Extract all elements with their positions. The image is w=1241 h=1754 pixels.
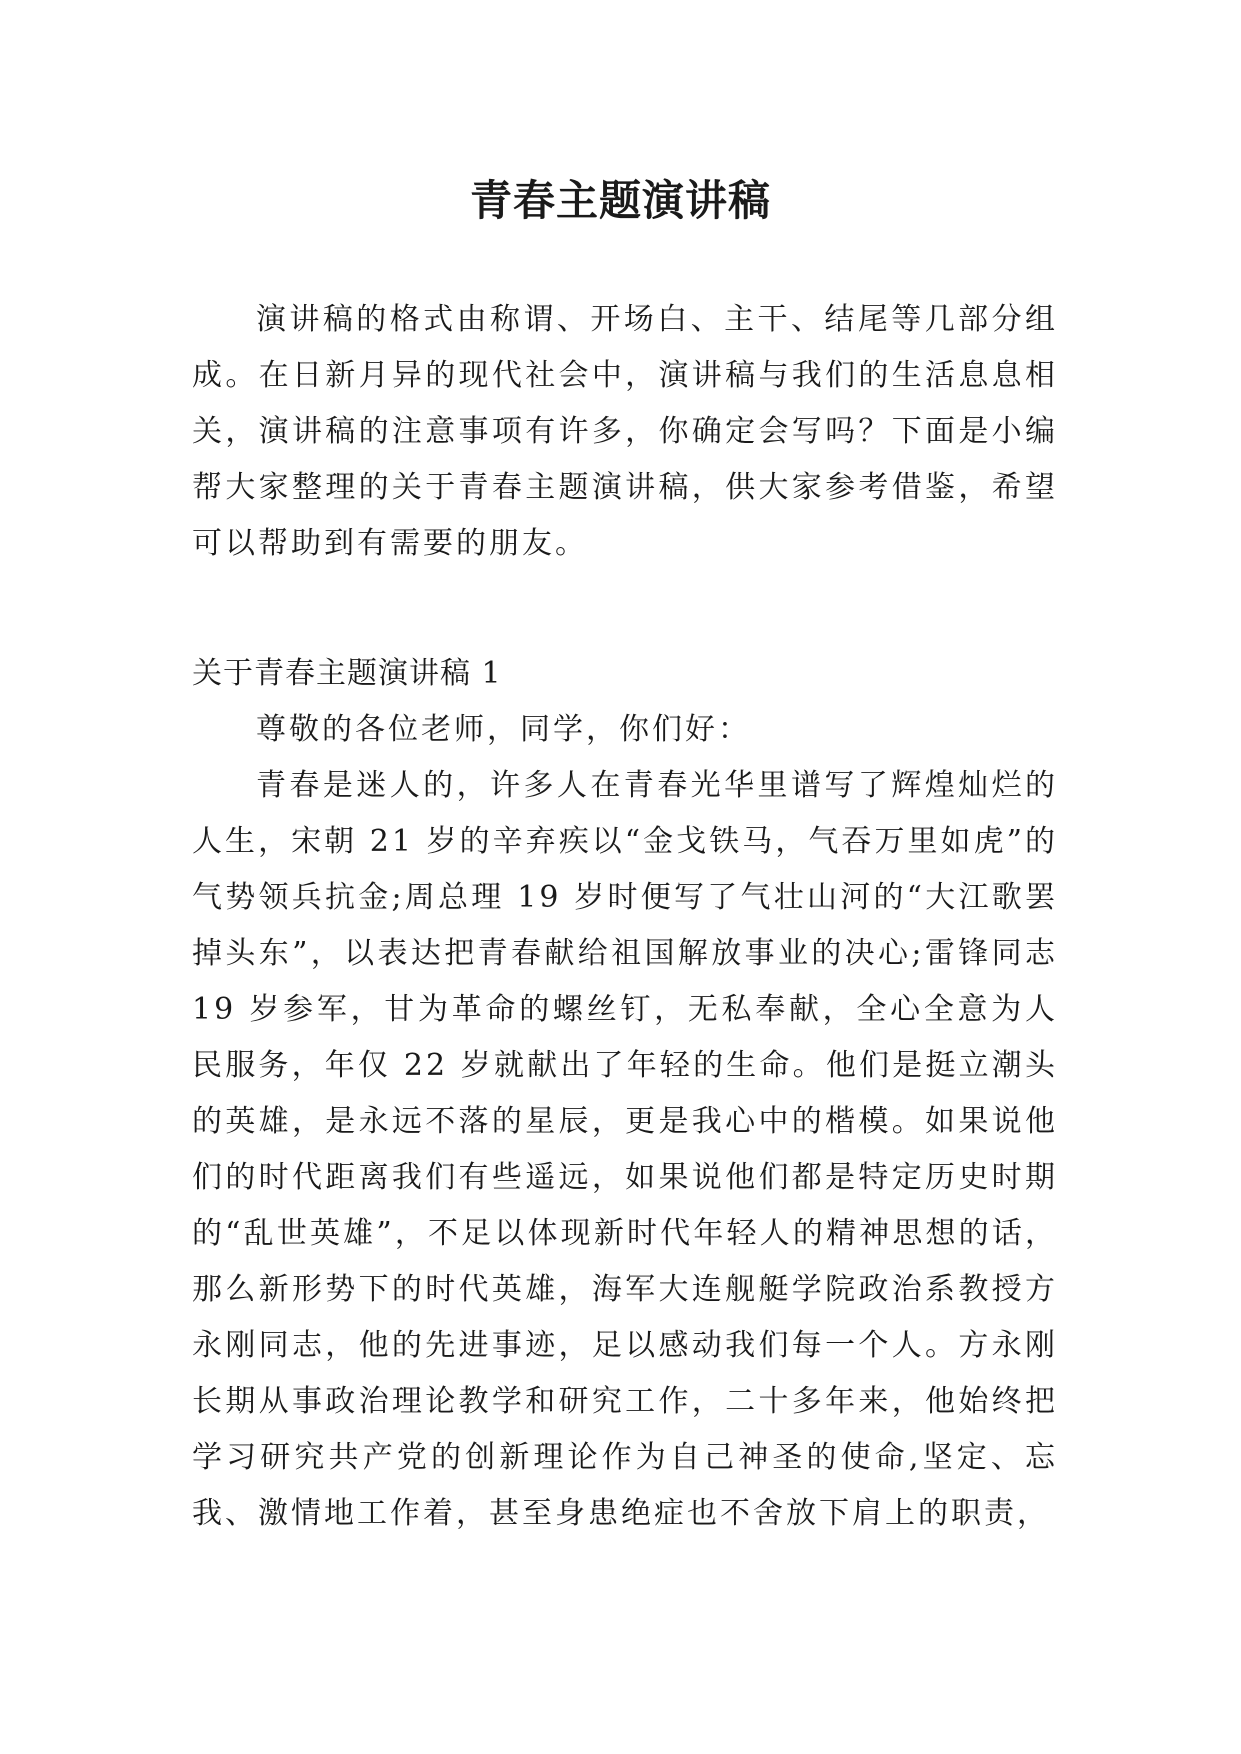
section-heading: 关于青春主题演讲稿 1: [192, 656, 502, 691]
greeting-paragraph: 尊敬的各位老师，同学，你们好：: [256, 712, 751, 747]
document-content: [192, 292, 1058, 1542]
document-title: 青春主题演讲稿: [469, 176, 771, 226]
intro-paragraph: 演讲稿的格式由称谓、开场白、主干、结尾等几部分组成。在日新月异的现代社会中，演讲稿与我们的生活息息相关，演讲稿的注意事项有许多，你确定会写吗？下面是小编帮大家整理的关于青春主题演讲稿，供大家参考借鉴，希望可以帮助到有需要的朋友。: [192, 302, 1058, 561]
body-paragraph: 青春是迷人的，许多人在青春光华里谱写了辉煌灿烂的人生，宋朝 21 岁的辛弃疾以“金戈铁马，气吞万里如虎”的气势领兵抗金;周总理 19 岁时便写了气壮山河的“大江歌罢掉头东”，以表达把青春献给祖国解放事业的决心;雷锋同志 19 岁参军，甘为革命的螺丝钉，无私奉献，全心全意为人民服务，年仅 22 岁就献出了年轻的生命。他们是挺立潮头的英雄，是永远不落的星辰，更是我心中的楷模。如果说他们的时代距离我们有些遥远，如果说他们都是特定历史时期的“乱世英雄”，不足以体现新时代年轻人的精神思想的话，那么新形势下的时代英雄，海军大连舰艇学院政治系教授方永刚同志，他的先进事迹，足以感动我们每一个人。方永刚长期从事政治理论教学和研究工作，二十多年来，他始终把学习研究共产党的创新理论作为自己神圣的使命,坚定、忘我、激情地工作着，甚至身患绝症也不舍放下肩上的职责，: [192, 768, 1058, 1531]
